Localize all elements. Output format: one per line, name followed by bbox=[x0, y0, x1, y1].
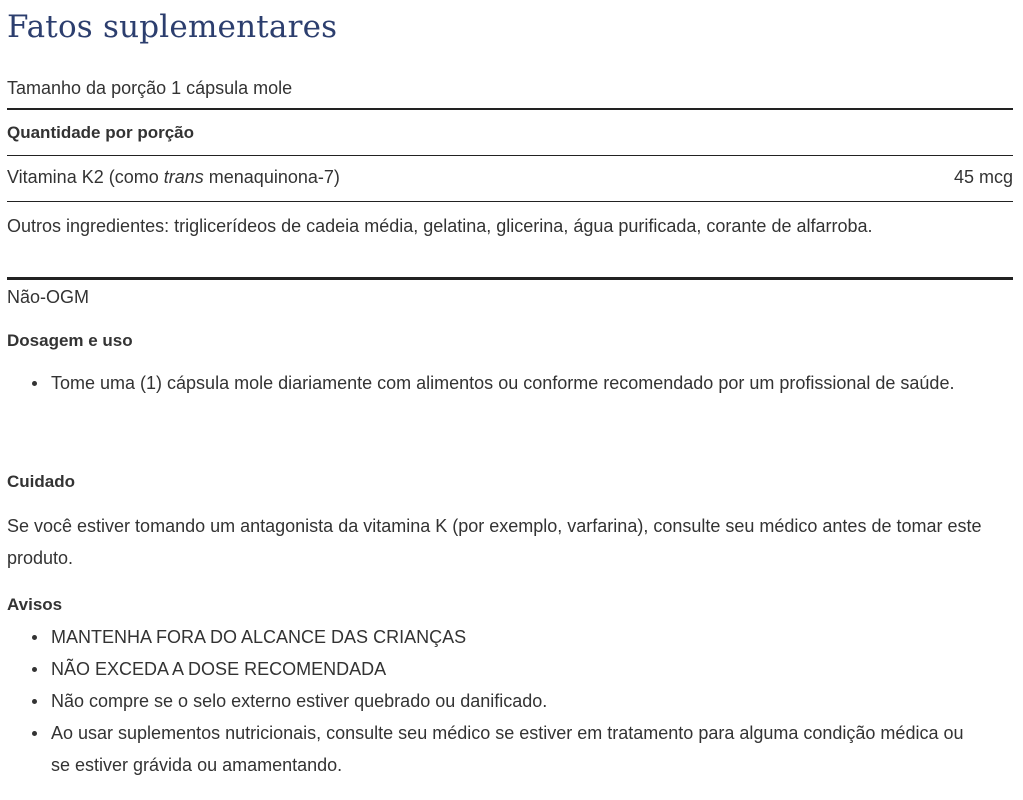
list-item: MANTENHA FORA DO ALCANCE DAS CRIANÇAS bbox=[7, 621, 967, 653]
list-item: NÃO EXCEDA A DOSE RECOMENDADA bbox=[7, 653, 967, 685]
amount-per-serving-header: Quantidade por porção bbox=[7, 123, 195, 142]
list-item: Tome uma (1) cápsula mole diariamente com alimentos ou conforme recomendado por um profissional de saúde. bbox=[7, 367, 967, 399]
nutrient-amount: 45 mcg bbox=[953, 167, 1013, 187]
divider bbox=[7, 108, 1013, 110]
nutrient-name: Vitamina K2 (como trans menaquinona-7) bbox=[7, 167, 340, 187]
bullet-icon bbox=[32, 731, 37, 736]
warnings-heading: Avisos bbox=[7, 595, 63, 614]
list-item: Não compre se o selo externo estiver quebrado ou danificado. bbox=[7, 685, 967, 717]
bullet-icon bbox=[32, 381, 37, 386]
divider bbox=[7, 201, 1013, 202]
page-title: Fatos suplementares bbox=[7, 9, 338, 45]
divider bbox=[7, 155, 1013, 156]
serving-size: Tamanho da porção 1 cápsula mole bbox=[7, 78, 293, 98]
dosage-heading: Dosagem e uso bbox=[7, 331, 133, 350]
bullet-icon bbox=[32, 699, 37, 704]
other-ingredients: Outros ingredientes: triglicerídeos de cadeia média, gelatina, glicerina, água purificada, corante de alfarroba. bbox=[7, 216, 873, 236]
warnings-list bbox=[7, 621, 967, 781]
dosage-list bbox=[7, 367, 967, 399]
bullet-icon bbox=[32, 667, 37, 672]
list-item: Ao usar suplementos nutricionais, consulte seu médico se estiver em tratamento para alguma condição médica ou se estiver grávida ou amamentando. bbox=[7, 717, 967, 781]
non-gmo-label: Não-OGM bbox=[7, 287, 90, 307]
bullet-icon bbox=[32, 635, 37, 640]
thick-divider bbox=[7, 277, 1013, 280]
caution-heading: Cuidado bbox=[7, 472, 75, 491]
nutrient-row bbox=[7, 167, 1013, 188]
caution-text: Se você estiver tomando um antagonista da vitamina K (por exemplo, varfarina), consulte seu médico antes de tomar este produto. bbox=[7, 516, 982, 568]
